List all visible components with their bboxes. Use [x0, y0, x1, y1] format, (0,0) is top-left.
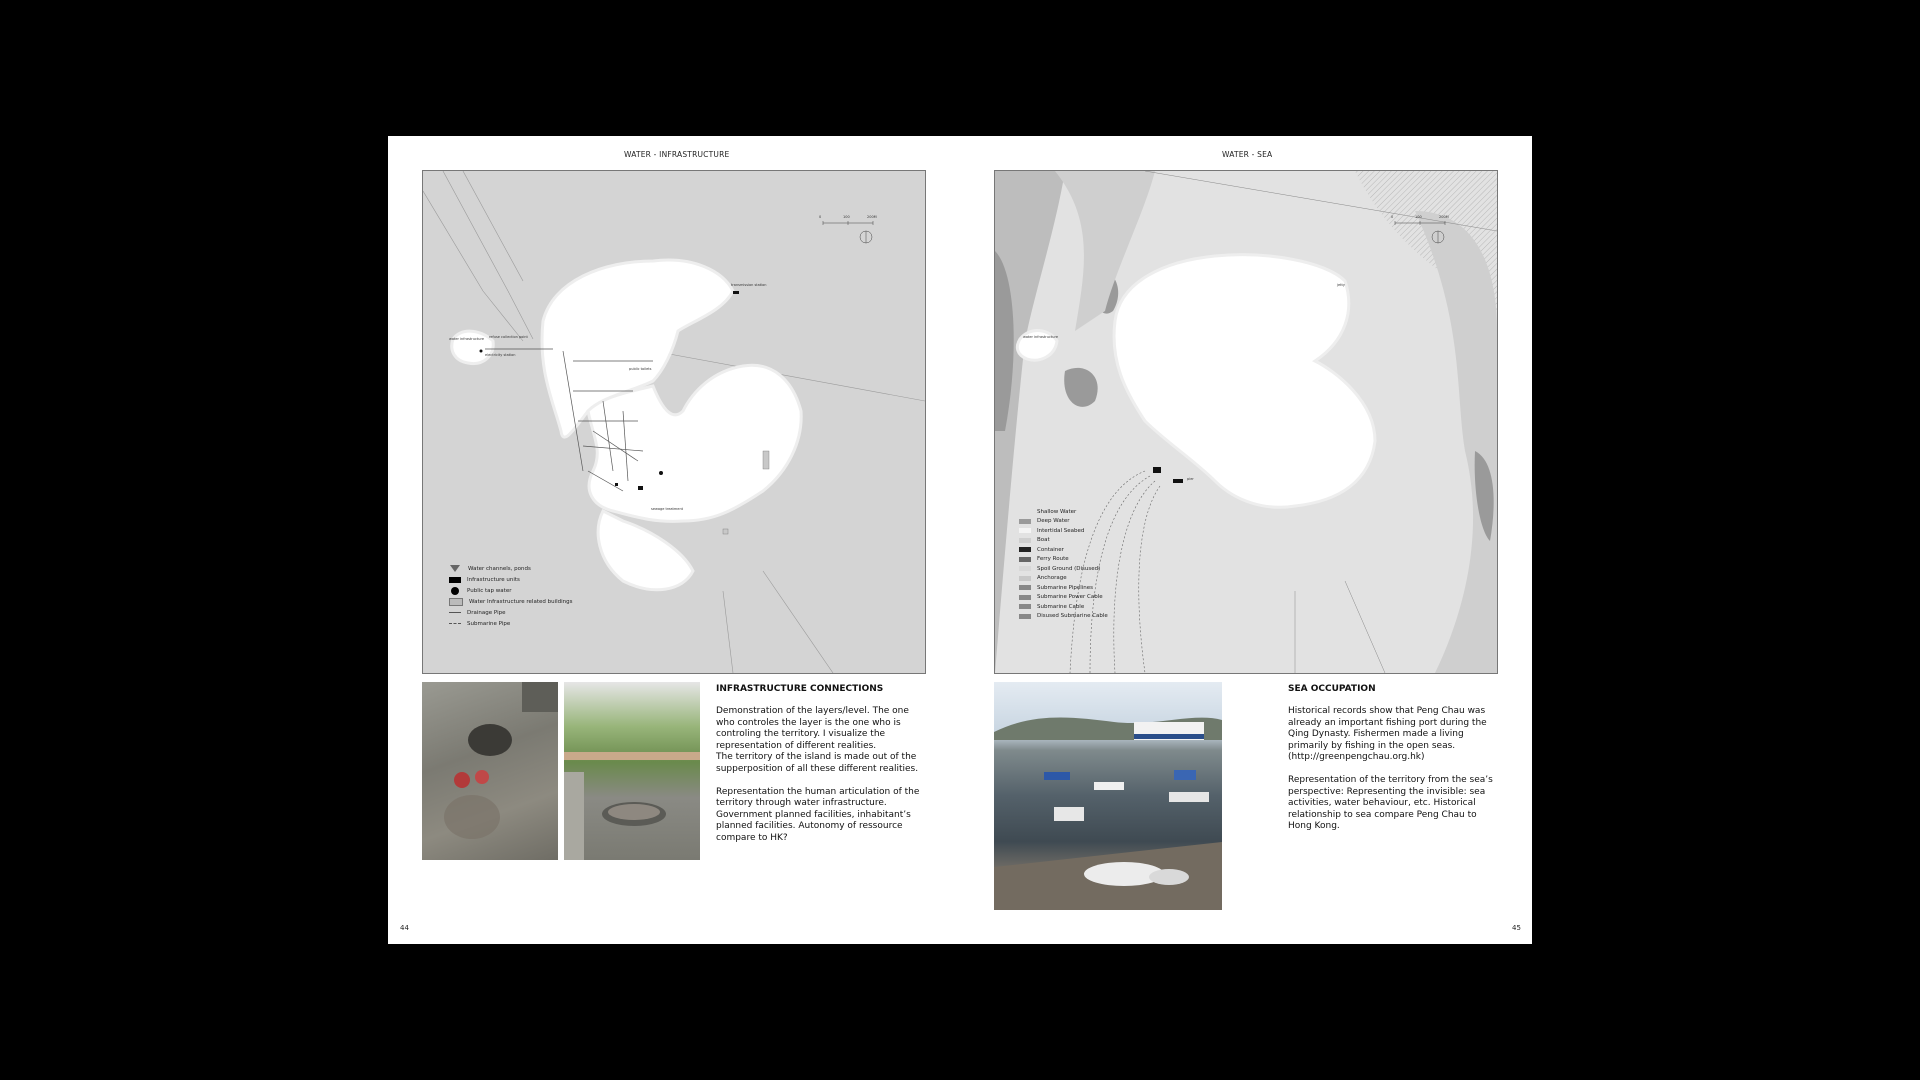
photo-water-tap	[422, 682, 558, 860]
map-label-water-infrastructure: water infrastructure	[449, 337, 484, 341]
scale-label-0: 0	[1391, 215, 1394, 219]
legend-item: Deep Water	[1019, 517, 1108, 527]
legend-swatch-icon	[1019, 547, 1031, 552]
infrastructure-legend	[449, 563, 573, 629]
left-page-number: 44	[400, 924, 409, 932]
legend-swatch-icon	[1019, 595, 1031, 600]
scale-label-100: 100	[843, 215, 850, 219]
legend-item: Boat	[1019, 536, 1108, 546]
photo-water-tap-detail	[422, 682, 558, 860]
scale-label-200: 200M	[867, 215, 877, 219]
photo-water-well	[564, 682, 700, 860]
map-label-transmission-station: transmission station	[731, 283, 767, 287]
legend-item: Water channels, ponds	[449, 563, 573, 574]
legend-swatch-icon	[1019, 519, 1031, 524]
legend-item: Anchorage	[1019, 574, 1108, 584]
legend-swatch-icon	[1019, 604, 1031, 609]
map-label-jetty: jetty	[1337, 283, 1345, 287]
left-caption-heading: INFRASTRUCTURE CONNECTIONS	[716, 684, 884, 694]
map-label-refuse-collection: refuse collection point	[489, 335, 528, 339]
legend-swatch-icon	[1019, 585, 1031, 590]
sea-legend	[1019, 507, 1108, 621]
legend-item: Disused Submarine Cable	[1019, 612, 1108, 622]
triangle-outline-icon	[450, 565, 460, 572]
right-page-title: WATER - SEA	[1222, 150, 1273, 159]
legend-item: Drainage Pipe	[449, 607, 573, 618]
map-label-water-infrastructure: water infrastructure	[1023, 335, 1058, 339]
sea-map	[994, 170, 1498, 674]
legend-item: Water Infrastructure related buildings	[449, 596, 573, 607]
legend-swatch-icon	[1019, 538, 1031, 543]
legend-item: Infrastructure units	[449, 574, 573, 585]
legend-item: Public tap water	[449, 585, 573, 596]
legend-swatch-icon	[1019, 576, 1031, 581]
right-page-number: 45	[1512, 924, 1521, 932]
map-label-electricity-station: electricity station	[485, 353, 516, 357]
scale-label-200: 200M	[1439, 215, 1449, 219]
left-caption-body: Demonstration of the layers/level. The one who controles the layer is the one who is controling the territory. I visualize the representation of different realities. The territory of the island is made out of the supperposition of all these different realities. Representation the human articulation of the territory through water infrastructure. Government planned facilities, inhabitant’s planned facilities. Autonomy of ressource compare to HK?	[716, 706, 920, 843]
grey-box-icon	[449, 598, 463, 606]
photo-water-well-detail	[564, 682, 700, 860]
legend-item: Submarine Pipe	[449, 618, 573, 629]
legend-swatch-icon	[1019, 614, 1031, 619]
legend-item: Ferry Route	[1019, 555, 1108, 565]
legend-item: Container	[1019, 545, 1108, 555]
solid-line-icon	[449, 612, 461, 613]
map-label-sewage-treatment: sewage treatment	[651, 507, 684, 511]
infrastructure-map	[422, 170, 926, 674]
map-label-public-toilets: public toilets	[629, 367, 652, 371]
black-bar-icon	[449, 577, 461, 583]
left-page-title: WATER - INFRASTRUCTURE	[624, 150, 730, 159]
black-dot-icon	[451, 587, 459, 595]
legend-swatch-icon	[1019, 509, 1031, 514]
legend-item: Submarine Cable	[1019, 602, 1108, 612]
legend-swatch-icon	[1019, 566, 1031, 571]
scale-label-0: 0	[819, 215, 822, 219]
legend-swatch-icon	[1019, 528, 1031, 533]
legend-item: Submarine Power Cable	[1019, 593, 1108, 603]
book-spread	[388, 136, 1532, 944]
legend-item: Intertidal Seabed	[1019, 526, 1108, 536]
right-caption-body: Historical records show that Peng Chau was already an important fishing port during the Qing Dynasty. Fishermen made a living primarily by fishing in the open seas. (http://greenpengchau.org.hk) Representation of the territory from the sea’s perspective: Representing the invisible: sea activities, water behaviour, etc. Historical relationship to sea compare Peng Chau to Hong Kong.	[1288, 706, 1493, 831]
photo-harbour-boats	[994, 682, 1222, 910]
legend-item: Shallow Water	[1019, 507, 1108, 517]
map-label-pier: pier	[1187, 477, 1194, 481]
photo-harbour-detail	[994, 682, 1222, 910]
legend-item: Submarine Pipelines	[1019, 583, 1108, 593]
right-caption-heading: SEA OCCUPATION	[1288, 684, 1376, 694]
legend-swatch-icon	[1019, 557, 1031, 562]
scale-label-100: 100	[1415, 215, 1422, 219]
legend-item: Spoil Ground (Disused)	[1019, 564, 1108, 574]
dashed-line-icon	[449, 623, 461, 624]
